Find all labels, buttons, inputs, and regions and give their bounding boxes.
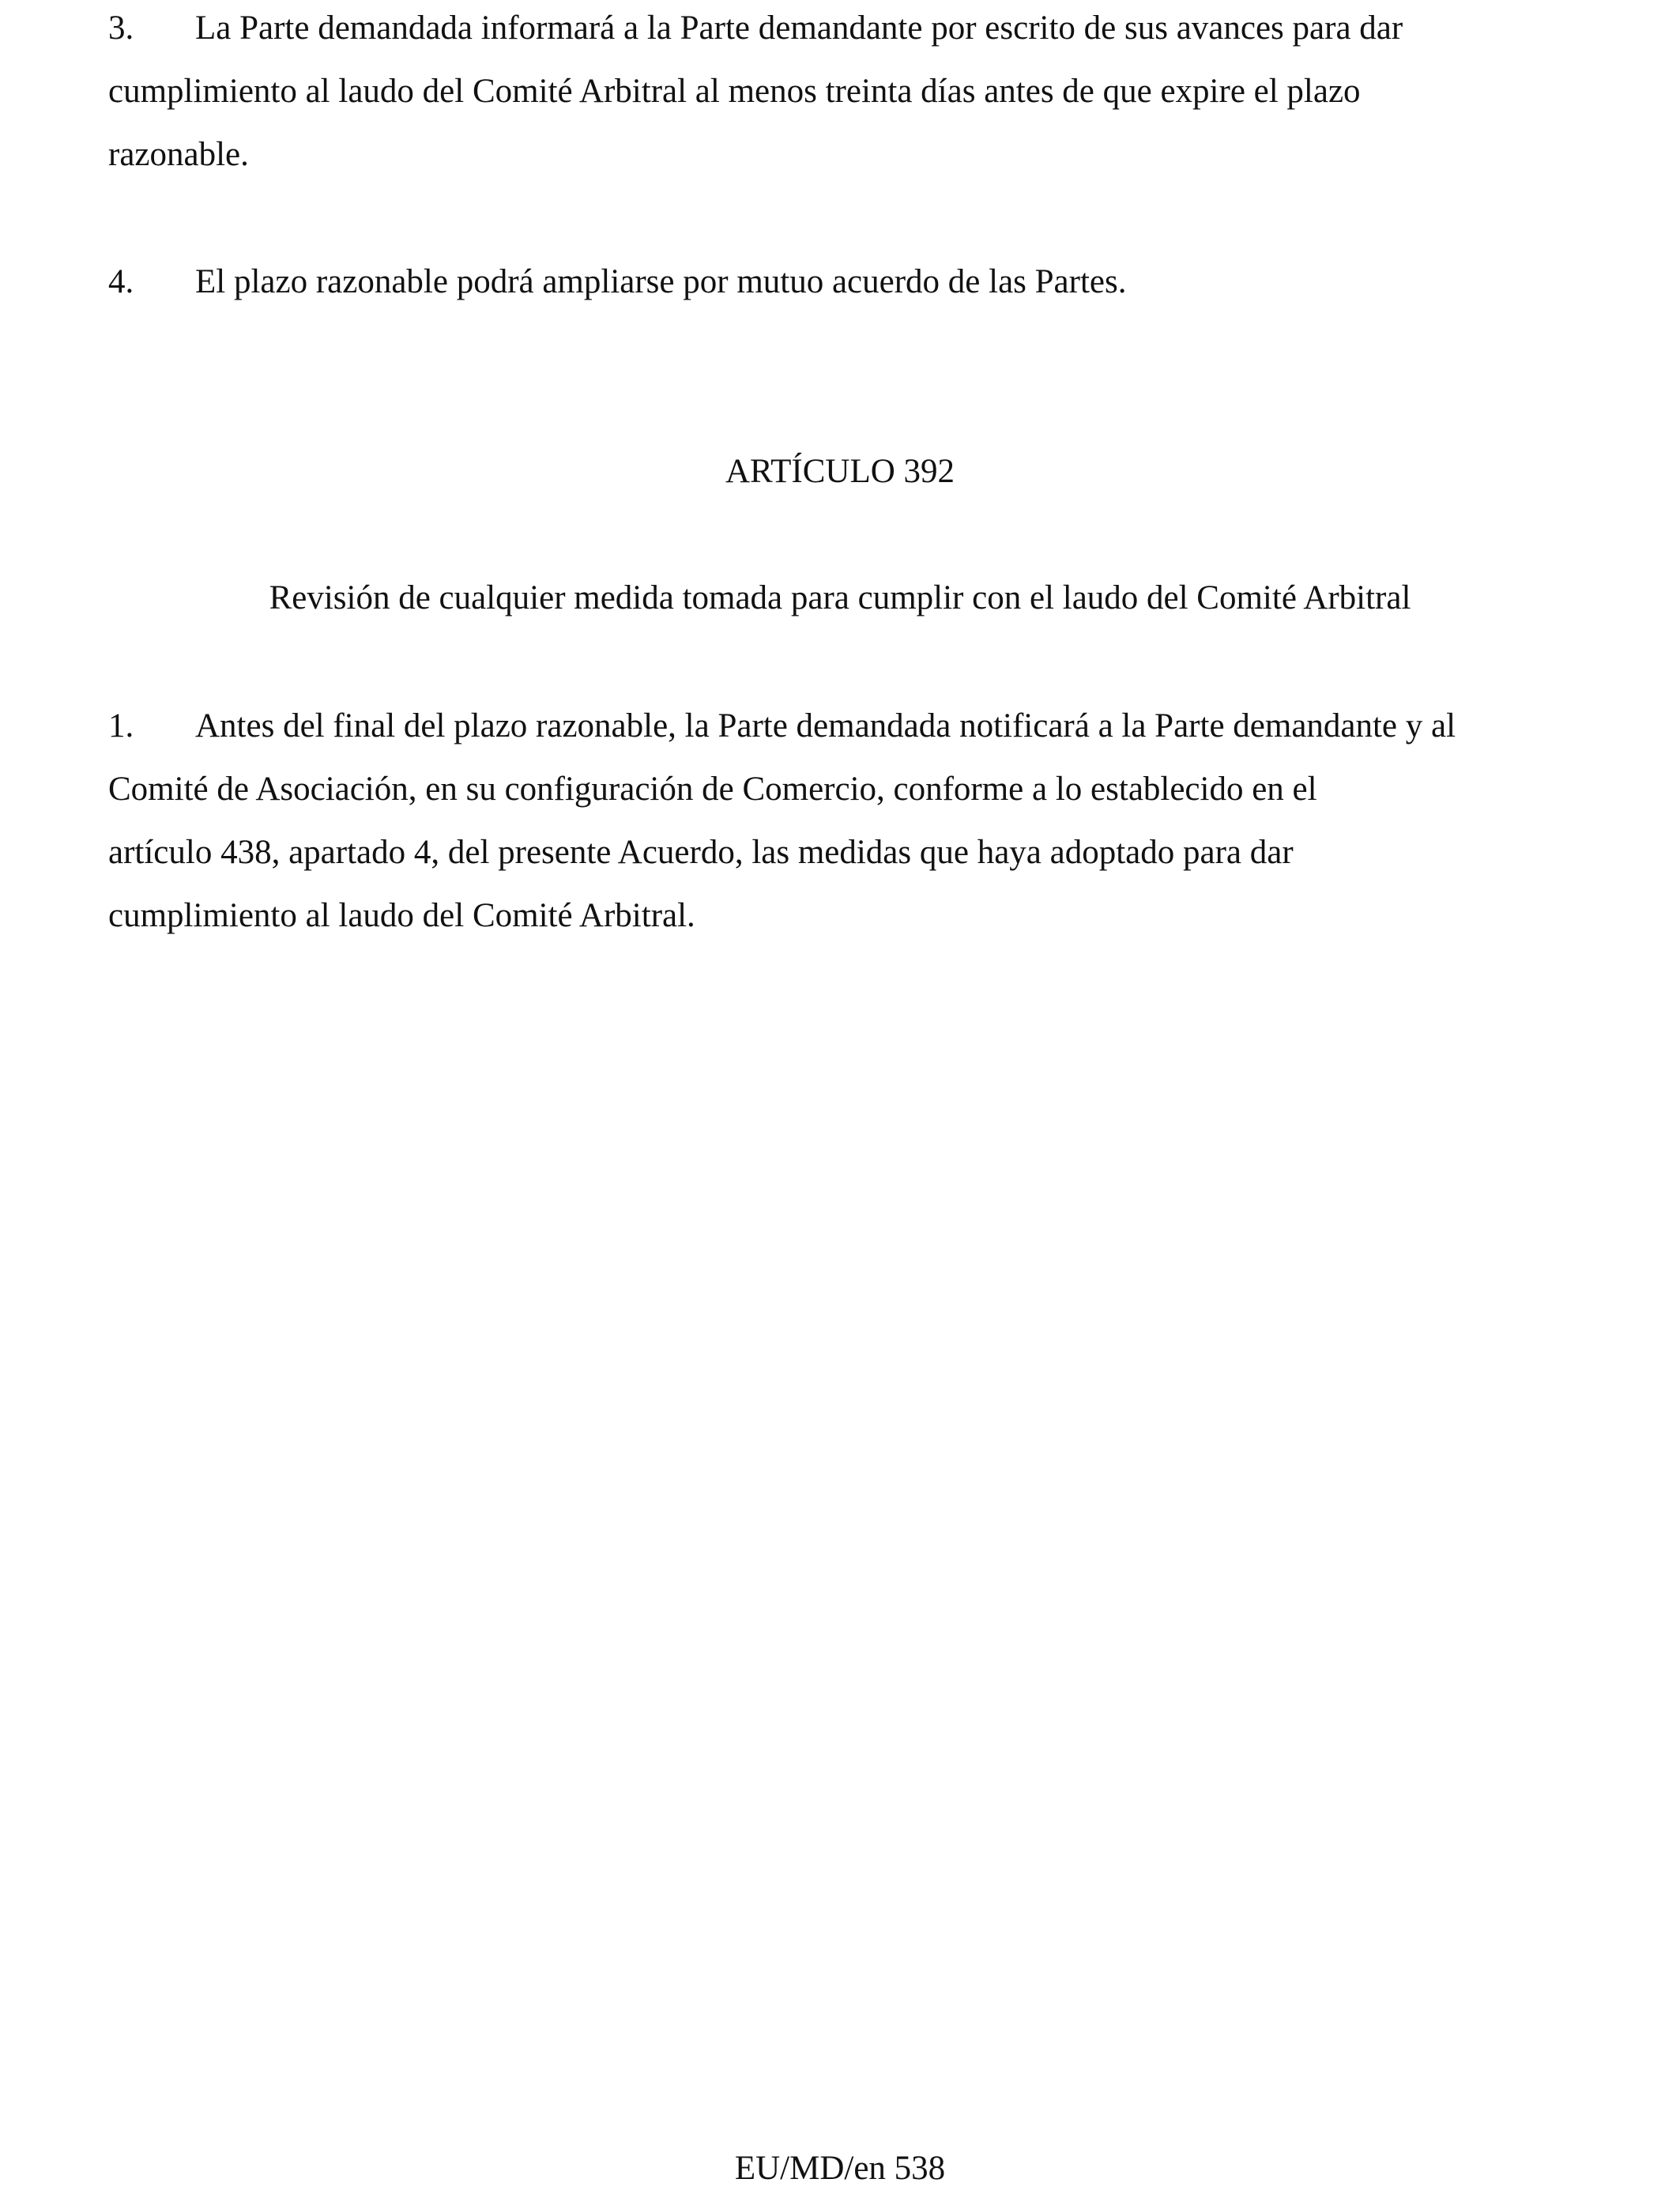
paragraph-3-line-3: razonable. xyxy=(108,136,249,173)
paragraph-1-text-1: Antes del final del plazo razonable, la Parte demandada notificará a la Parte demandante y al xyxy=(195,707,1456,745)
paragraph-3-text-1: La Parte demandada informará a la Parte demandante por escrito de sus avances para dar xyxy=(195,9,1403,47)
paragraph-1-line-2: Comité de Asociación, en su configuración de Comercio, conforme a lo establecido en el xyxy=(108,771,1317,808)
paragraph-1-line-1 xyxy=(108,695,1578,758)
paragraph-3-number: 3. xyxy=(108,9,134,47)
paragraph-4-text-1: El plazo razonable podrá ampliarse por mutuo acuerdo de las Partes. xyxy=(195,263,1127,300)
paragraph-4 xyxy=(108,251,1578,314)
article-subtitle: Revisión de cualquier medida tomada para cumplir con el laudo del Comité Arbitral xyxy=(269,579,1411,616)
paragraph-3-line-1 xyxy=(108,0,1578,60)
paragraph-1-number: 1. xyxy=(108,707,134,745)
paragraph-4-line-1 xyxy=(108,251,1578,314)
paragraph-1-line-3: artículo 438, apartado 4, del presente Acuerdo, las medidas que haya adoptado para dar xyxy=(108,834,1294,871)
paragraph-3-line-2: cumplimiento al laudo del Comité Arbitral al menos treinta días antes de que expire el plazo xyxy=(108,73,1361,110)
paragraph-1-line-4: cumplimiento al laudo del Comité Arbitral. xyxy=(108,897,695,934)
paragraph-4-number: 4. xyxy=(108,263,134,300)
article-title: ARTÍCULO 392 xyxy=(725,453,955,490)
paragraph-1 xyxy=(108,695,1578,948)
paragraph-3 xyxy=(108,0,1578,187)
page-footer: EU/MD/en 538 xyxy=(734,2150,946,2187)
